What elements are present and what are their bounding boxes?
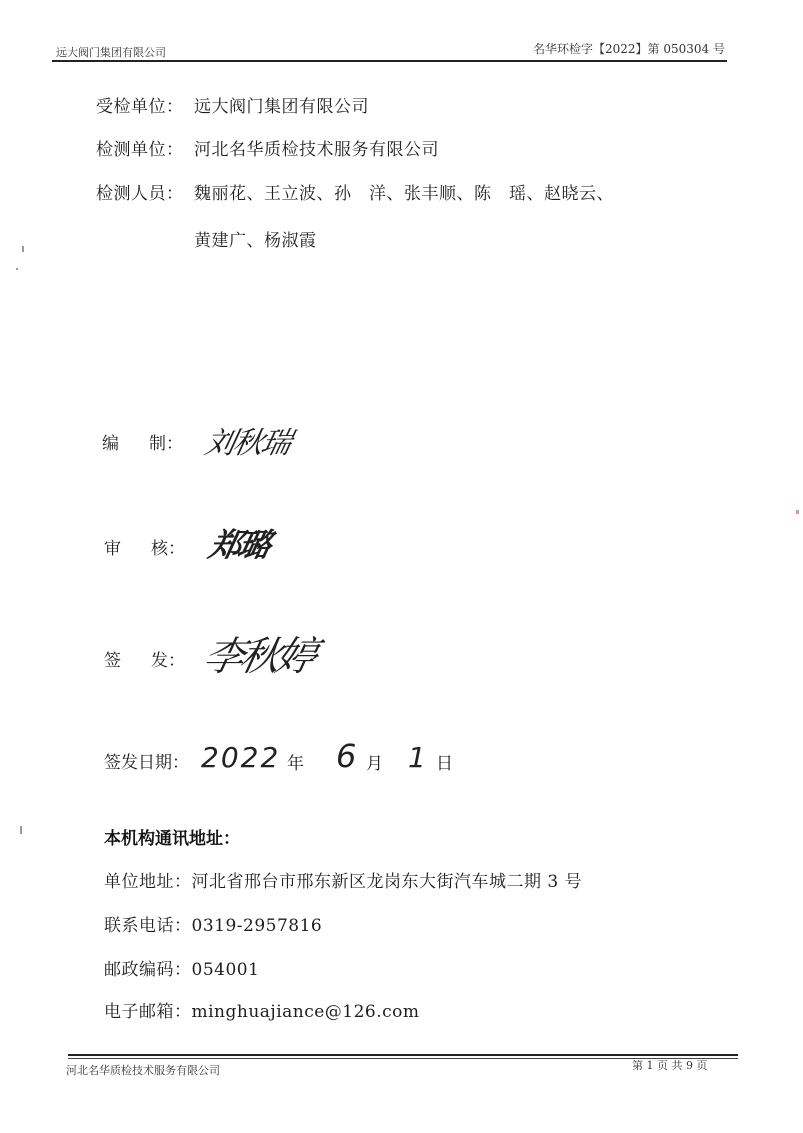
phone-row: [104, 911, 322, 936]
testing-staff-label: 检测人员：: [96, 184, 184, 204]
zip-row: [104, 955, 259, 980]
compile-label-a: 编: [102, 434, 119, 454]
testing-staff-line2: 黄建广、杨淑霞: [194, 231, 317, 251]
testing-unit-row: [96, 135, 439, 160]
issue-signature: 李秋婷: [199, 634, 318, 680]
header-report-number: 名华环检字【2022】第 050304 号: [533, 42, 725, 56]
header-divider: [52, 60, 727, 62]
email-value: minghuajiance@126.com: [191, 1002, 420, 1022]
unit-address-value: 河北省邢台市邢东新区龙岗东大街汽车城二期 3 号: [191, 872, 583, 892]
issue-date-month: 6: [336, 737, 357, 775]
issue-date-year: 2022: [201, 741, 281, 774]
contact-address-title: 本机构通讯地址：: [104, 829, 240, 849]
compile-label: [102, 429, 183, 454]
footer-divider-thick: [68, 1054, 738, 1056]
issue-date-label: 签发日期：: [104, 753, 189, 773]
issue-date-month-unit: 月: [366, 754, 383, 774]
compile-signature: 刘秋瑞: [201, 426, 293, 461]
testing-unit-value: 河北名华质检技术服务有限公司: [194, 140, 439, 160]
inspected-unit-value: 远大阀门集团有限公司: [194, 97, 369, 117]
phone-value: 0319-2957816: [191, 916, 323, 936]
review-signature: 郑璐: [205, 526, 272, 564]
compile-label-b: 制：: [149, 434, 183, 454]
email-label: 电子邮箱：: [104, 1002, 192, 1022]
zip-label: 邮政编码：: [104, 960, 192, 980]
testing-unit-label: 检测单位：: [96, 140, 184, 160]
issue-label-a: 签: [104, 651, 121, 671]
issue-date-day-unit: 日: [436, 754, 453, 774]
email-row: [104, 997, 420, 1022]
zip-value: 054001: [191, 960, 260, 980]
issue-date-year-unit: 年: [287, 754, 304, 774]
issue-date-day: 1: [408, 741, 426, 774]
issue-label: [104, 646, 185, 671]
phone-label: 联系电话：: [104, 916, 192, 936]
review-label-b: 核：: [151, 539, 185, 559]
unit-address-row: [104, 867, 582, 892]
scan-speck: [796, 510, 799, 514]
footer-page-info: 第 1 页 共 9 页: [632, 1059, 708, 1072]
scan-speck: [22, 246, 24, 252]
unit-address-label: 单位地址：: [104, 872, 192, 892]
scan-speck: [20, 826, 22, 834]
issue-label-b: 发：: [151, 651, 185, 671]
header-company: 远大阀门集团有限公司: [56, 46, 166, 59]
testing-staff-row: [96, 179, 614, 204]
testing-staff-line1: 魏丽花、王立波、孙 洋、张丰顺、陈 瑶、赵晓云、: [194, 184, 614, 204]
inspected-unit-label: 受检单位：: [96, 97, 184, 117]
review-label-a: 审: [104, 539, 121, 559]
inspected-unit-row: [96, 92, 369, 117]
review-label: [104, 534, 185, 559]
footer-company: 河北名华质检技术服务有限公司: [66, 1064, 220, 1077]
scan-speck: [16, 268, 18, 270]
